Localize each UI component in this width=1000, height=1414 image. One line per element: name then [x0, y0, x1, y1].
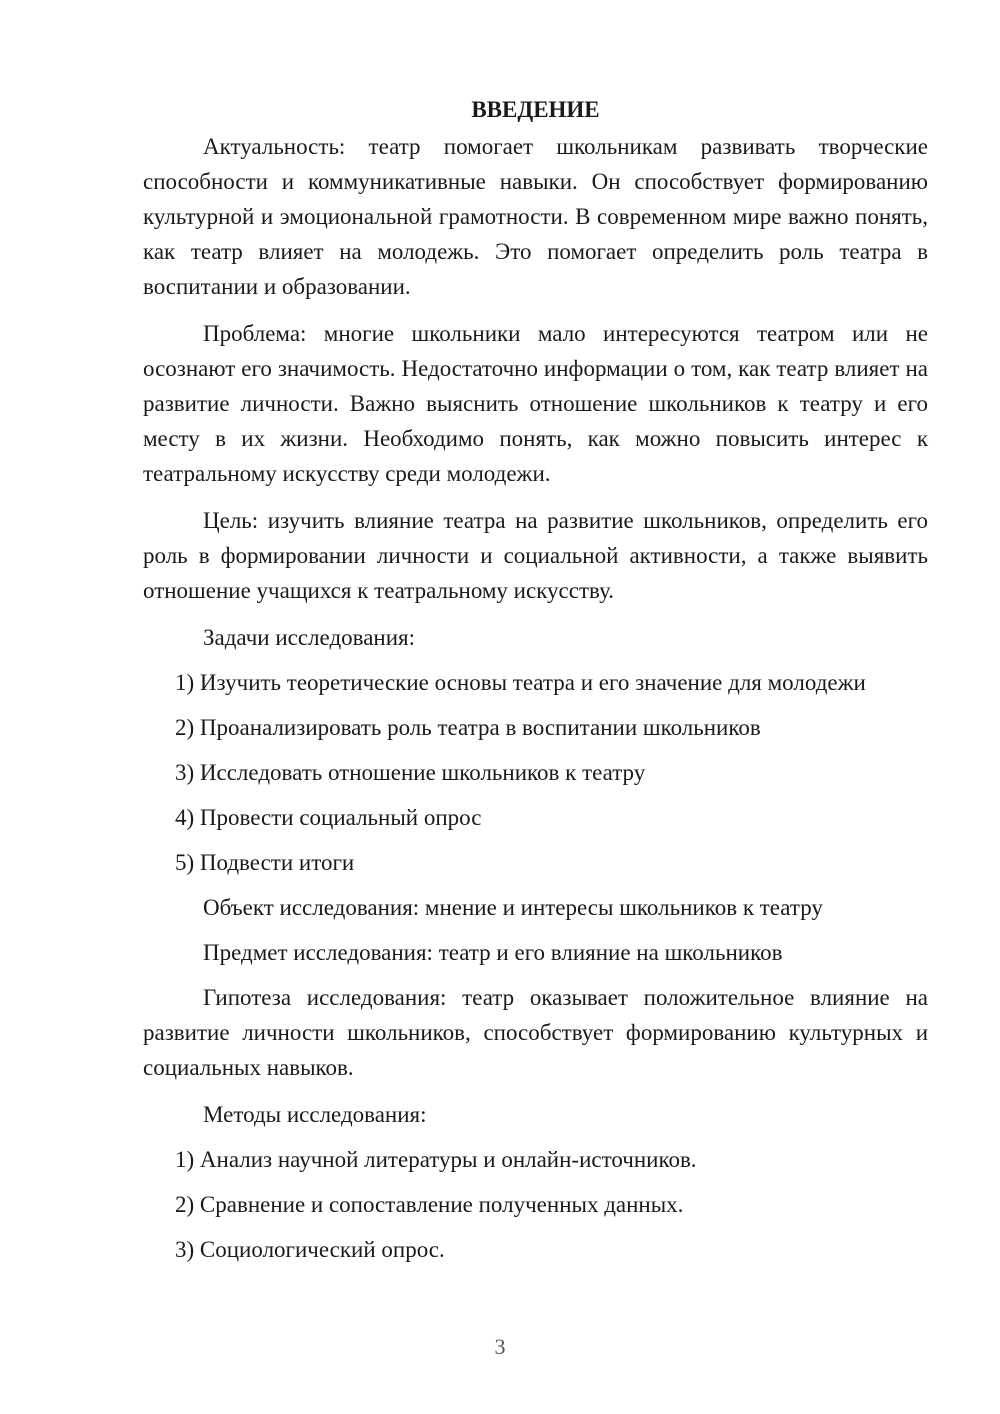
task-item: 3) Исследовать отношение школьников к театру	[175, 760, 646, 785]
hypothesis-paragraph: Гипотеза исследования: театр оказывает положительное влияние на развитие личности школьников, способствует формированию культурных и социальных навыков.	[143, 985, 928, 1080]
task-item: 4) Провести социальный опрос	[175, 805, 482, 830]
goal-paragraph: Цель: изучить влияние театра на развитие школьников, определить его роль в формировании личности и социальной активности, а также выявить отношение учащихся к театральному искусству.	[143, 508, 928, 603]
page-number: 3	[494, 1334, 506, 1359]
problem-paragraph: Проблема: многие школьники мало интересуются театром или не осознают его значимость. Недостаточно информации о том, как театр влияет на развитие личности. Важно выяснить отношение школьников к театру и его месту в их жизни. Необходимо понять, как можно повысить интерес к театральному искусству среди молодежи.	[143, 321, 928, 486]
relevance-paragraph: Актуальность: театр помогает школьникам развивать творческие способности и коммуникативные навыки. Он способствует формированию культурной и эмоциональной грамотности. В современном мире важно понять, как театр влияет на молодежь. Это помогает определить роль театра в воспитании и образовании.	[143, 134, 928, 299]
task-item: 1) Изучить теоретические основы театра и его значение для молодежи	[175, 670, 866, 695]
method-item: 3) Социологический опрос.	[175, 1237, 445, 1262]
methods-title: Методы исследования:	[203, 1102, 427, 1127]
section-heading: ВВЕДЕНИЕ	[471, 97, 600, 122]
subject-line: Предмет исследования: театр и его влияние на школьников	[203, 940, 783, 965]
tasks-title: Задачи исследования:	[203, 625, 416, 650]
task-item: 2) Проанализировать роль театра в воспитании школьников	[175, 715, 761, 740]
task-item: 5) Подвести итоги	[175, 850, 355, 875]
object-line: Объект исследования: мнение и интересы школьников к театру	[203, 895, 823, 920]
document-page	[143, 92, 928, 1277]
method-item: 2) Сравнение и сопоставление полученных данных.	[175, 1192, 684, 1217]
method-item: 1) Анализ научной литературы и онлайн-источников.	[175, 1147, 697, 1172]
